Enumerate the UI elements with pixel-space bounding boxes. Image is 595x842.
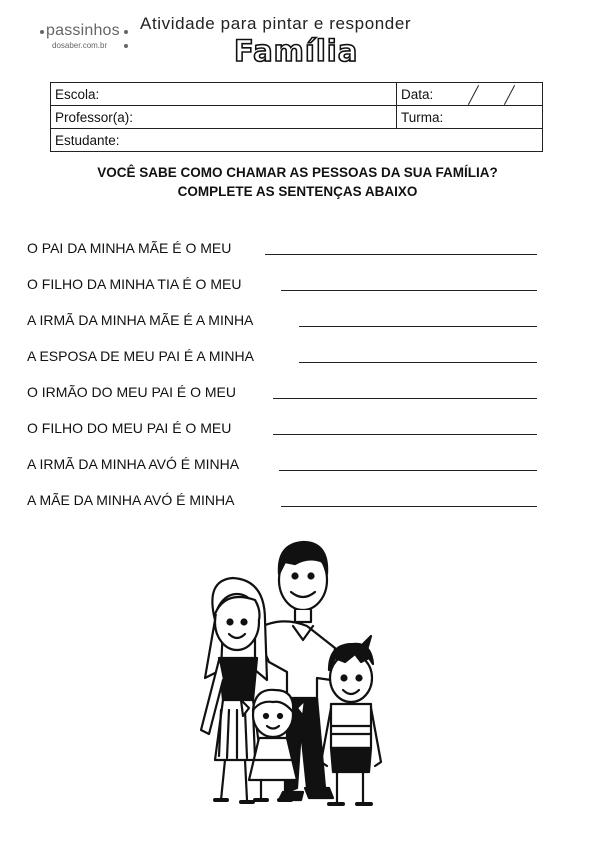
instruction-line-2: COMPLETE AS SENTENÇAS ABAIXO [177,184,418,199]
date-separator [504,85,515,105]
question-row [27,348,537,368]
page-title: Família [234,34,359,68]
answer-line[interactable] [299,326,537,327]
school-field[interactable] [51,83,397,106]
question-text: O FILHO DO MEU PAI É O MEU [27,420,232,436]
family-illustration [185,530,400,820]
question-text: O PAI DA MINHA MÃE É O MEU [27,240,232,256]
answer-line[interactable] [299,362,537,363]
question-text: A MÃE DA MINHA AVÓ É MINHA [27,492,235,508]
date-label: Data: [401,86,434,102]
student-info-table [50,82,543,152]
date-field[interactable] [397,83,543,106]
date-separator [468,85,479,105]
instruction-line-1: VOCÊ SABE COMO CHAMAR AS PESSOAS DA SUA FAMÍLIA? [97,165,498,180]
question-text: A IRMÃ DA MINHA MÃE É A MINHA [27,312,254,328]
question-row [27,276,537,296]
question-text: O IRMÃO DO MEU PAI É O MEU [27,384,236,400]
logo-dot-bottom [124,44,128,48]
logo-name: passinhos [46,22,120,39]
question-row [27,420,537,440]
teacher-label: Professor(a): [55,109,134,125]
logo-dot-right [124,30,128,34]
question-row [27,456,537,476]
page-subtitle: Atividade para pintar e responder [140,14,412,33]
answer-line[interactable] [265,254,537,255]
brand-logo [38,22,132,54]
answer-line[interactable] [279,470,537,471]
question-text: O FILHO DA MINHA TIA É O MEU [27,276,242,292]
class-field[interactable] [397,106,543,129]
answer-line[interactable] [281,290,537,291]
student-field[interactable] [51,129,543,152]
question-row [27,312,537,332]
logo-dot-left [40,30,44,34]
student-label: Estudante: [55,132,120,148]
logo-site: dosaber.com.br [52,41,108,50]
question-text: A IRMÃ DA MINHA AVÓ É MINHA [27,456,240,472]
question-row [27,384,537,404]
question-text: A ESPOSA DE MEU PAI É A MINHA [27,348,254,364]
answer-line[interactable] [273,434,537,435]
class-label: Turma: [401,109,444,125]
question-row [27,492,537,512]
school-label: Escola: [55,86,100,102]
answer-line[interactable] [281,506,537,507]
teacher-field[interactable] [51,106,397,129]
question-row [27,240,537,260]
boy-figure [321,636,381,804]
answer-line[interactable] [273,398,537,399]
